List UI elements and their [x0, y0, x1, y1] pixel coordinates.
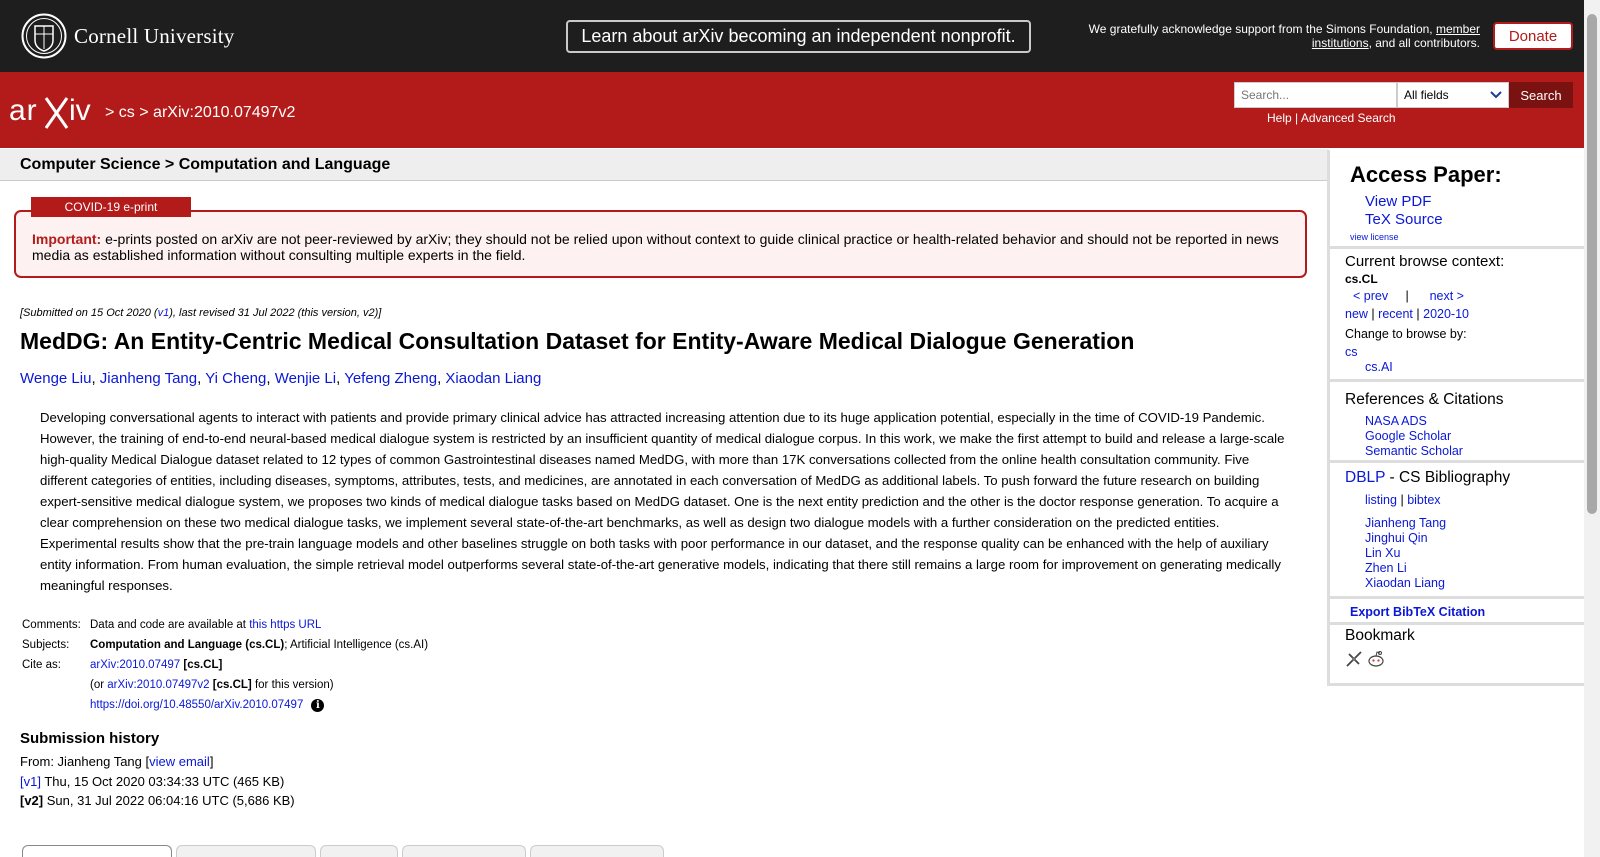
dblp-author-link[interactable]: Jianheng Tang: [1365, 516, 1447, 530]
sidebar-divider: [1330, 460, 1588, 463]
view-email-link[interactable]: view email: [149, 754, 210, 769]
author-link[interactable]: Jianheng Tang: [99, 370, 198, 387]
authors-list: Wenge Liu, Jianheng Tang, Yi Cheng, Wenjie Li, Yefeng Zheng, Xiaodan Liang: [20, 370, 542, 387]
month-link[interactable]: 2020-10: [1423, 307, 1469, 321]
sidebar-divider: [1330, 246, 1588, 249]
export-bibtex-link[interactable]: Export BibTeX Citation: [1350, 605, 1486, 619]
arxiv-logo[interactable]: [9, 92, 101, 132]
subjects-value: Computation and Language (cs.CL); Artificial Intelligence (cs.AI): [90, 639, 429, 651]
tab-bibliographic[interactable]: [22, 845, 172, 857]
cornell-logo[interactable]: [21, 13, 235, 59]
svg-text:ar: ar: [9, 94, 38, 127]
tab-code-data-media[interactable]: [176, 845, 316, 857]
browse-context-value: cs.CL: [1345, 272, 1378, 286]
author-link[interactable]: Yefeng Zheng: [344, 370, 438, 387]
cite-value: arXiv:2010.07497 [cs.CL]: [90, 659, 223, 671]
arxiv-header: [0, 72, 1584, 148]
change-browse-label: Change to browse by:: [1345, 327, 1467, 341]
submission-dateline: [Submitted on 15 Oct 2020 (v1), last revised 31 Jul 2022 (this version, v2)]: [20, 307, 382, 319]
v1-version-link[interactable]: [v1]: [20, 774, 41, 789]
subject-header: [0, 149, 1328, 181]
code-url-link[interactable]: this https URL: [249, 619, 322, 631]
institution-name: Cornell University: [74, 23, 235, 48]
history-v1: [v1] Thu, 15 Oct 2020 03:34:33 UTC (465 KB): [20, 774, 285, 789]
donate-button[interactable]: Donate: [1493, 22, 1573, 50]
help-links: Help | Advanced Search: [1267, 111, 1396, 125]
svg-text:iv: iv: [69, 94, 91, 127]
right-sidebar: [1327, 150, 1587, 686]
help-link[interactable]: Help: [1267, 111, 1292, 125]
bibtex-link[interactable]: bibtex: [1407, 493, 1441, 507]
breadcrumb-cs[interactable]: cs: [118, 104, 135, 121]
comments-label: Comments:: [22, 619, 81, 631]
dblp-link[interactable]: DBLP: [1345, 469, 1386, 486]
info-icon[interactable]: i: [311, 699, 324, 712]
tab-related-papers[interactable]: [402, 845, 526, 857]
submission-history-title: Submission history: [20, 730, 160, 747]
next-link[interactable]: next >: [1429, 289, 1464, 303]
semantic-scholar-link[interactable]: Semantic Scholar: [1365, 444, 1463, 458]
breadcrumb-paper-id: arXiv:2010.07497v2: [153, 104, 296, 121]
chevron-down-icon: [1490, 91, 1502, 99]
view-license-link[interactable]: view license: [1350, 232, 1399, 242]
history-v2: [v2] Sun, 31 Jul 2022 06:04:16 UTC (5,686 KB): [20, 793, 295, 808]
bookmark-title: Bookmark: [1345, 627, 1415, 644]
browse-csai-link[interactable]: cs.AI: [1365, 360, 1393, 374]
nonprofit-announcement-button[interactable]: Learn about arXiv becoming an independent nonprofit.: [566, 20, 1031, 53]
references-citations-title: References & Citations: [1345, 391, 1504, 408]
prev-next-nav: < prev | next >: [1353, 289, 1464, 303]
tab-demos[interactable]: [320, 845, 398, 857]
dblp-authors: [1365, 516, 1446, 591]
author-link[interactable]: Yi Cheng: [205, 370, 267, 387]
dblp-author-link[interactable]: Lin Xu: [1365, 546, 1401, 560]
sidebar-divider: [1330, 596, 1588, 599]
reddit-icon[interactable]: [1367, 650, 1385, 668]
metadata-table: [20, 619, 430, 719]
author-link[interactable]: Xiaodan Liang: [445, 370, 542, 387]
page-scrollbar[interactable]: [1584, 0, 1600, 857]
covid-tag: COVID-19 e-print: [31, 197, 191, 217]
cite-version-link[interactable]: arXiv:2010.07497v2: [107, 679, 210, 691]
new-link[interactable]: new: [1345, 307, 1368, 321]
bibsonomy-icon[interactable]: [1345, 650, 1363, 668]
sidebar-divider: [1330, 622, 1588, 625]
listing-link[interactable]: listing: [1365, 493, 1397, 507]
subject-title: Computer Science > Computation and Language: [20, 156, 391, 173]
access-paper-title: Access Paper:: [1350, 162, 1502, 187]
cite-version: (or arXiv:2010.07497v2 [cs.CL] for this version): [90, 679, 334, 691]
cornell-seal-icon: [21, 13, 67, 59]
search-button[interactable]: Search: [1509, 82, 1573, 108]
abstract: Developing conversational agents to interact with patients and provide primary clinical advice has attracted increasing attention due to its huge application potential, especially in the time of COVID-19 Pandemic. However, the training of end-to-end neural-based medical dialogue system is restricted by an insufficient quantity of medical dialogue corpus. In this work, we make the first attempt to build and release a large-scale high-quality Medical Dialogue dataset related to 12 types of common Gastrointestinal diseases named MedDG, with more than 17K conversations collected from the online health consultation community. Five different categories of entities, including diseases, symptoms, attributes, tests, and medicines, are annotated in each conversation of MedDG as additional labels. To push forward the future research on building expert-sensitive medical dialogue system, we proposes two kinds of medical dialogue tasks based on MedDG dataset. One is the next entity prediction and the other is the doctor response generation. To acquire a clear comprehension on these two medical dialogue tasks, we implement several state-of-the-art benchmarks, as well as design two dialogue models with a further consideration on the predicted entities. Experimental results show that the pre-train language models and other baselines struggle on both tasks with poor performance in our dataset, and the response quality can be enhanced with the help of auxiliary entity information. From human evaluation, the simple retrieval model outperforms several state-of-the-art generative models, indicating that there still remains a large room for improvement on generating medically meaningful responses.: [40, 410, 1285, 593]
dblp-title: DBLP - CS Bibliography: [1345, 469, 1511, 486]
scrollbar-thumb[interactable]: [1587, 14, 1597, 514]
author-link[interactable]: Wenjie Li: [274, 370, 337, 387]
bookmark-icons: [1345, 650, 1385, 668]
browse-cs-link[interactable]: cs: [1345, 345, 1358, 359]
support-acknowledgement: We gratefully acknowledge support from the Simons Foundation, member institutions, and all contributors.: [1088, 22, 1480, 50]
bottom-tabs: [22, 845, 668, 857]
new-recent-nav: new | recent | 2020-10: [1345, 307, 1469, 321]
dblp-author-link[interactable]: Zhen Li: [1365, 561, 1407, 575]
tex-source-link[interactable]: TeX Source: [1365, 211, 1443, 228]
sidebar-divider: [1330, 379, 1588, 382]
comments-value: Data and code are available at this https URL: [90, 619, 322, 631]
search-field-select[interactable]: All fields: [1397, 82, 1509, 108]
dblp-listing-links: listing | bibtex: [1365, 493, 1441, 507]
recent-link[interactable]: recent: [1378, 307, 1413, 321]
google-scholar-link[interactable]: Google Scholar: [1365, 429, 1452, 443]
covid-notice-text: Important: e-prints posted on arXiv are not peer-reviewed by arXiv; they should not be relied upon without context to guide clinical practice or health-related behavior and should not be reported in news media as established information without consulting multiple experts in the field.: [32, 231, 1279, 263]
dblp-author-link[interactable]: Xiaodan Liang: [1365, 576, 1445, 590]
history-from: From: Jianheng Tang [view email]: [20, 754, 214, 769]
advanced-search-link[interactable]: Advanced Search: [1300, 111, 1396, 125]
browse-context-title: Current browse context:: [1345, 253, 1505, 270]
member-institutions-link[interactable]: member institutions: [1311, 22, 1480, 50]
doi-link[interactable]: https://doi.org/10.48550/arXiv.2010.07497: [90, 699, 304, 711]
v1-link[interactable]: v1: [157, 307, 170, 319]
cite-id-link[interactable]: arXiv:2010.07497: [90, 659, 181, 671]
search-input[interactable]: Search...: [1234, 82, 1397, 108]
doi-row: [88, 699, 430, 719]
view-pdf-link[interactable]: View PDF: [1365, 193, 1432, 210]
cite-label: Cite as:: [22, 659, 61, 671]
breadcrumb: > cs > arXiv:2010.07497v2: [105, 104, 296, 121]
prev-link[interactable]: < prev: [1353, 289, 1389, 303]
subjects-label: Subjects:: [22, 639, 70, 651]
paper-title: MedDG: An Entity-Centric Medical Consultation Dataset for Entity-Aware Medical Dialogue Generation: [20, 328, 1135, 354]
tab-about-arxivlabs[interactable]: [530, 845, 664, 857]
references-list: [1365, 414, 1463, 459]
dblp-author-link[interactable]: Jinghui Qin: [1365, 531, 1428, 545]
author-link[interactable]: Wenge Liu: [20, 370, 92, 387]
covid-notice: [14, 210, 1307, 278]
top-bar: [0, 0, 1584, 72]
nasa-ads-link[interactable]: NASA ADS: [1365, 414, 1427, 428]
